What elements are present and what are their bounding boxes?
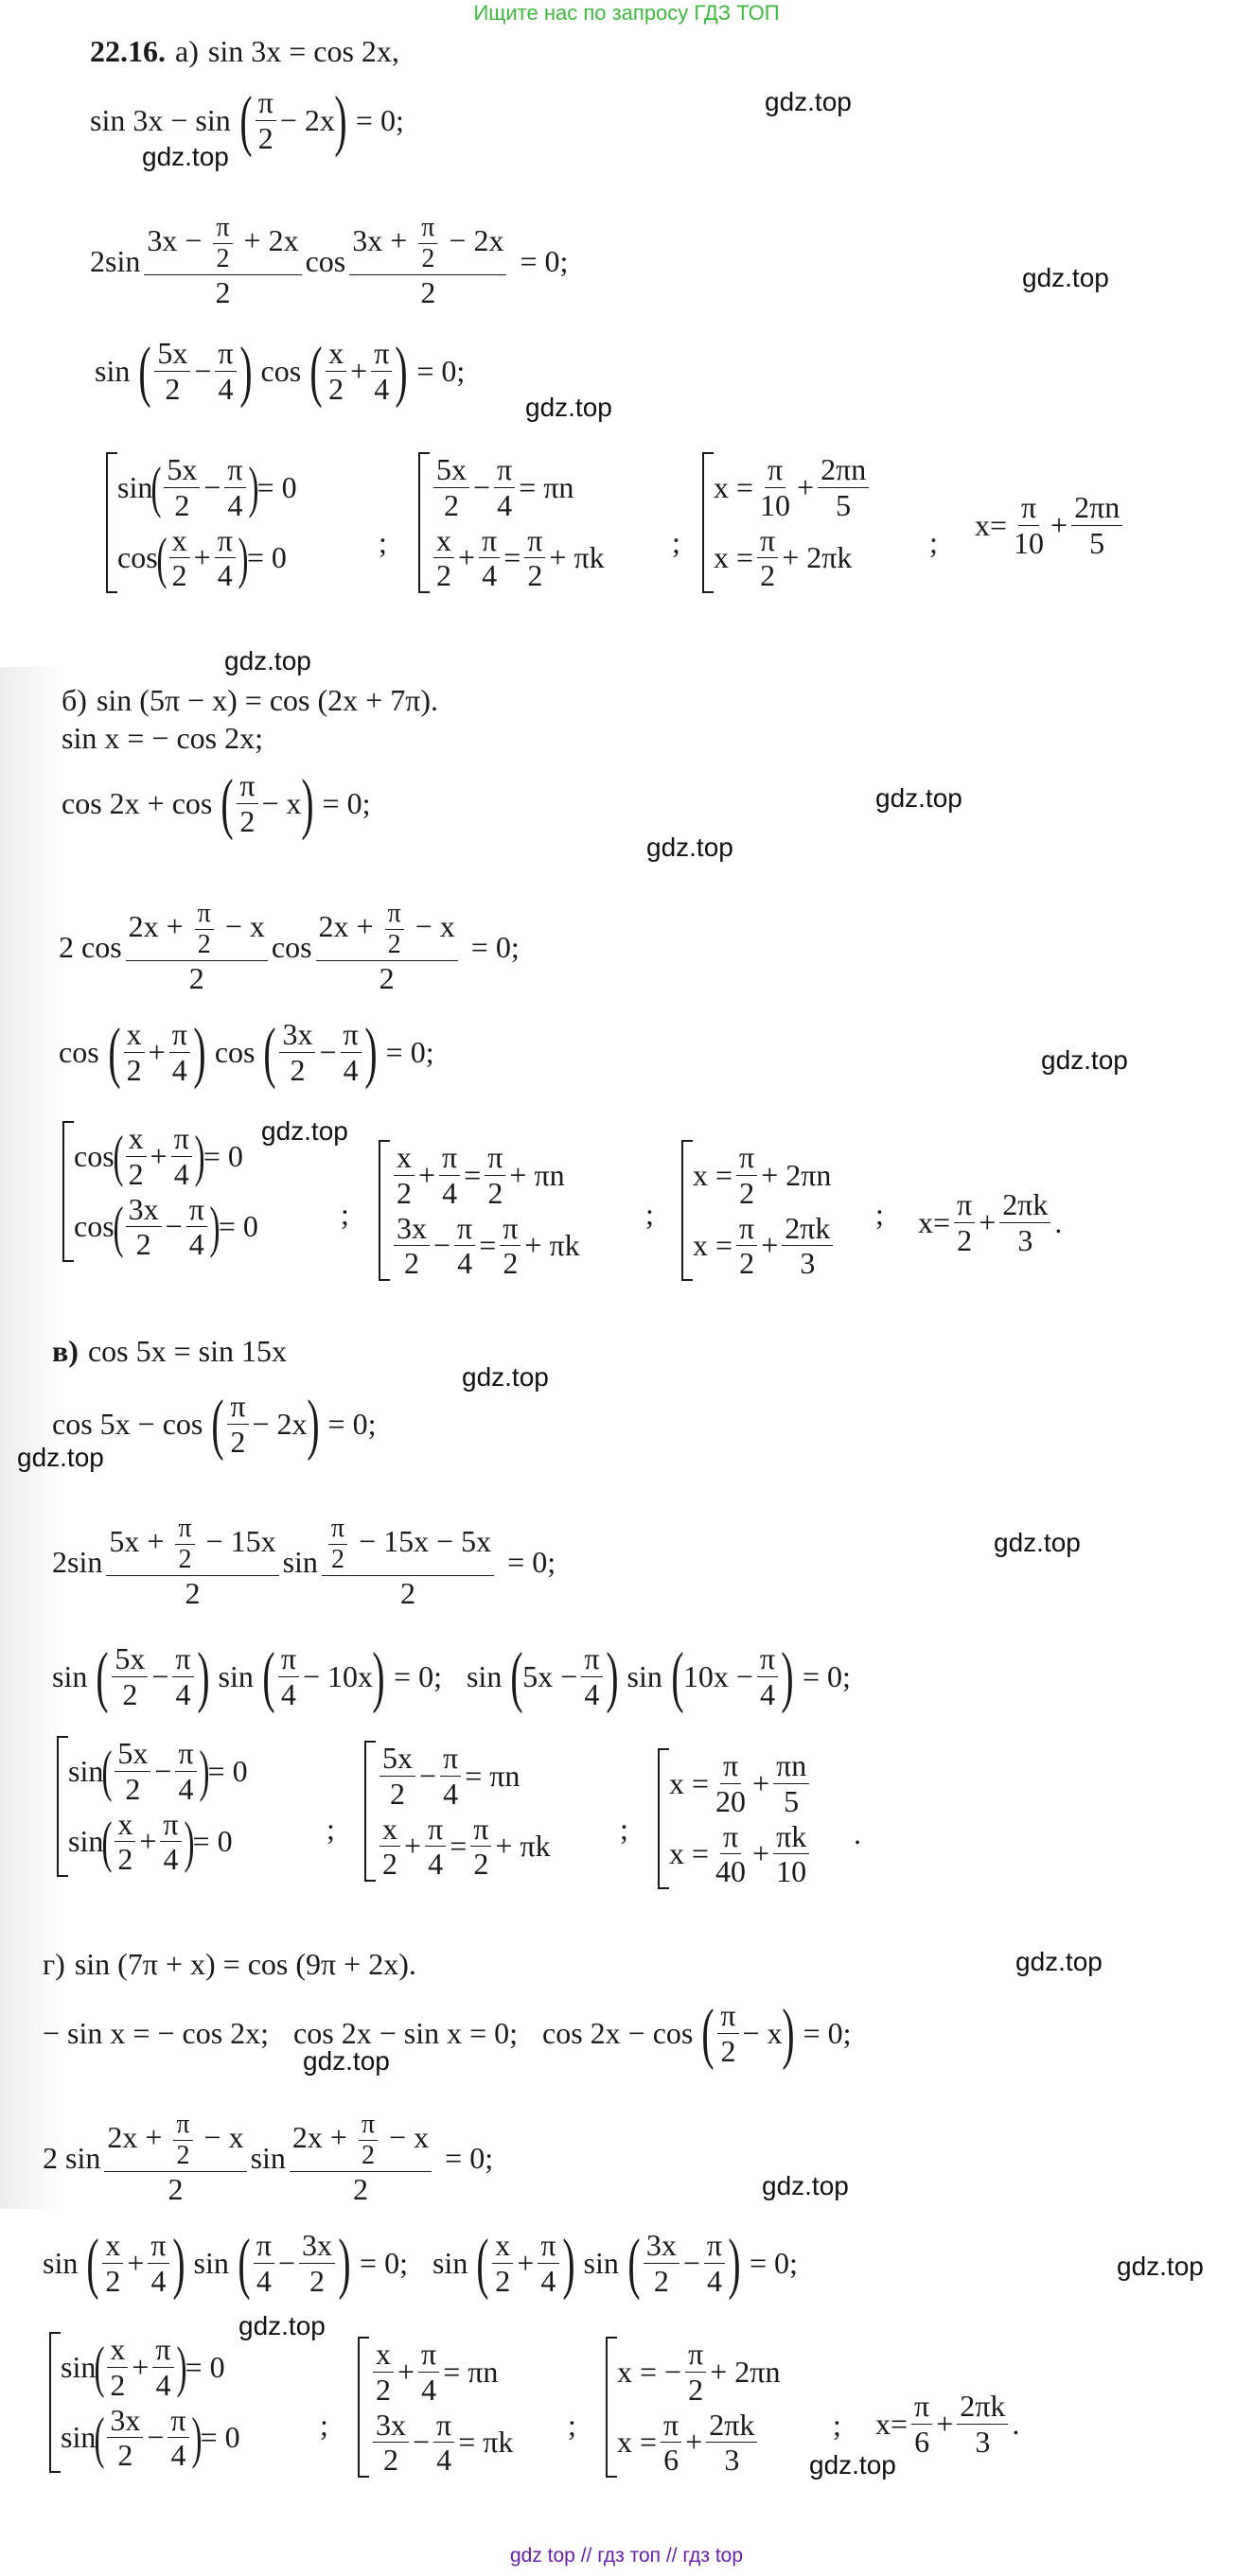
d-system-3: x = − $\frac{\pi}{2}$ + 2πn x = $\frac{\pi}{6}$ + $\frac{2\pi k}{3}$ [606, 2337, 780, 2478]
b-step1: sin x = − cos 2x; [62, 721, 263, 755]
a-step3: sin ( $\frac{5x}{2}$ − $\frac{\pi}{4}$ ) cos ( $\frac{x}{2}$ + $\frac{\pi}{4}$ ) = 0; [95, 333, 466, 410]
watermark: gdz.top [142, 142, 229, 171]
a-system-1: sin ( $\frac{5x}{2}$ − $\frac{\pi}{4}$ ) = 0 cos ( $\frac{x}{2}$ + $\frac{\pi}{4}$ ) = 0 [106, 452, 297, 593]
b-heading: б) sin (5π − x) = cos (2x + 7π). [62, 683, 439, 717]
b-step2: cos 2x + cos ( $\frac{\pi}{2}$ − x ) = 0; [62, 765, 371, 842]
d-answer: x= $\frac{\pi}{6}$ + $\frac{2\pi k}{3}$ . [875, 2389, 1020, 2459]
watermark: gdz.top [765, 87, 852, 116]
problem-number: 22.16. [90, 34, 166, 68]
watermark: gdz.top [224, 646, 311, 675]
c-system-3: x = $\frac{\pi}{20}$ + $\frac{\pi n}{5}$ x = $\frac{\pi}{40}$ + $\frac{\pi k}{10}$ [658, 1748, 813, 1889]
watermark: gdz.top [762, 2171, 849, 2200]
watermark: gdz.top [525, 393, 612, 422]
c-step3: sin ( $\frac{5x}{2}$ − $\frac{\pi}{4}$ ) sin ( $\frac{\pi}{4}$ − 10x ) = 0; sin ( 5x − $\frac{\pi}{4}$ ) sin ( 10x − $\frac{\pi}{4}$ ) = 0; [52, 1638, 851, 1715]
a-step1: sin 3x − sin ( $\frac{\pi}{2}$ − 2x ) = 0; [90, 82, 404, 159]
watermark: gdz.top [1041, 1045, 1128, 1075]
d-step2: 2 sin 2x + $\frac{\pi}{2}$ − x 2 sin 2x + $\frac{\pi}{2}$ − x 2 = 0; [43, 2110, 494, 2207]
a-step2: 2sin 3x − $\frac{\pi}{2}$ + 2x 2 cos 3x + $\frac{\pi}{2}$ − 2x 2 = 0; [90, 213, 569, 310]
c-heading: в) cos 5x = sin 15x [52, 1334, 287, 1368]
watermark: gdz.top [1015, 1947, 1103, 1976]
d-step1: − sin x = − cos 2x; cos 2x − sin x = 0; cos 2x − cos ( $\frac{\pi}{2}$ − x ) = 0; [43, 1995, 852, 2072]
watermark: gdz.top [646, 832, 733, 862]
b-step4: cos ( $\frac{x}{2}$ + $\frac{\pi}{4}$ ) cos ( $\frac{3x}{2}$ − $\frac{\pi}{4}$ ) = 0; [59, 1014, 434, 1091]
watermark: gdz.top [17, 1443, 104, 1472]
footer[interactable]: gdz top // гдз топ // гдз top [509, 2545, 744, 2567]
a-answer: x= $\frac{\pi}{10}$ + $\frac{2\pi n}{5}$ [975, 490, 1126, 561]
b-answer: x= $\frac{\pi}{2}$ + $\frac{2\pi k}{3}$ . [918, 1187, 1063, 1257]
watermark: gdz.top [875, 783, 962, 813]
a-system-2: $\frac{5x}{2}$ − $\frac{\pi}{4}$ = πn $\frac{x}{2}$ + $\frac{\pi}{4}$ = $\frac{\pi}{2}$ + πk [418, 452, 605, 593]
d-step3: sin ( $\frac{x}{2}$ + $\frac{\pi}{4}$ ) sin ( $\frac{\pi}{4}$ − $\frac{3x}{2}$ ) = 0; sin ( $\frac{x}{2}$ + $\frac{\pi}{4}$ ) sin ( $\frac{3x}{2}$ − $\frac{\pi}{4}$ ) = 0; [43, 2225, 798, 2302]
watermark: gdz.top [994, 1528, 1081, 1557]
d-system-1: sin ( $\frac{x}{2}$ + $\frac{\pi}{4}$ ) = 0 sin ( $\frac{3x}{2}$ − $\frac{\pi}{4}$ ) = 0 [49, 2332, 240, 2473]
watermark: gdz.top [261, 1116, 348, 1146]
c-step2: 2sin 5x + $\frac{\pi}{2}$ − 15x 2 sin $\frac{\pi}{2}$ − 15x − 5x 2 = 0; [52, 1514, 556, 1611]
d-system-2: $\frac{x}{2}$ + $\frac{\pi}{4}$ = πn $\frac{3x}{2}$ − $\frac{\pi}{4}$ = πk [358, 2337, 513, 2478]
watermark: gdz.top [303, 2046, 390, 2076]
d-heading: г) sin (7π + x) = cos (9π + 2x). [43, 1947, 416, 1981]
c-system-2: $\frac{5x}{2}$ − $\frac{\pi}{4}$ = πn $\frac{x}{2}$ + $\frac{\pi}{4}$ = $\frac{\pi}{2}$ + πk [364, 1741, 551, 1882]
watermark: gdz.top [1022, 263, 1109, 292]
c-step1: cos 5x − cos ( $\frac{\pi}{2}$ − 2x ) = 0; [52, 1386, 377, 1463]
b-system-3: x = $\frac{\pi}{2}$ + 2πn x = $\frac{\pi}{2}$ + $\frac{2\pi k}{3}$ [681, 1140, 837, 1281]
watermark: gdz.top [238, 2311, 326, 2340]
b-system-2: $\frac{x}{2}$ + $\frac{\pi}{4}$ = $\frac{\pi}{2}$ + πn $\frac{3x}{2}$ − $\frac{\pi}{4}$ = $\frac{\pi}{2}$ + πk [379, 1140, 580, 1281]
c-system-1: sin ( $\frac{5x}{2}$ − $\frac{\pi}{4}$ ) = 0 sin ( $\frac{x}{2}$ + $\frac{\pi}{4}$ ) = 0 [57, 1736, 248, 1877]
watermark: gdz.top [809, 2450, 896, 2480]
top-banner[interactable]: Ищите нас по запросу ГДЗ ТОП [473, 1, 780, 25]
a-system-3: x = $\frac{\pi}{10}$ + $\frac{2\pi n}{5}$ x = $\frac{\pi}{2}$ + 2πk [702, 452, 873, 593]
b-system-1: cos ( $\frac{x}{2}$ + $\frac{\pi}{4}$ ) = 0 cos ( $\frac{3x}{2}$ − $\frac{\pi}{4}$ ) = 0 [62, 1121, 258, 1262]
b-step3: 2 cos 2x + $\frac{\pi}{2}$ − x 2 cos 2x + $\frac{\pi}{2}$ − x 2 = 0; [59, 899, 520, 996]
page: Ищите нас по запросу ГДЗ ТОП gdz.top gdz.top gdz.top gdz.top gdz.top gdz.top gdz.top gdz.top gdz.top gdz.top gdz.top gdz.top gdz.top gdz.top gdz.top gdz.top gdz.top gdz.top 22.16. а) sin 3x = cos 2x, sin 3x − sin ( $\frac{\pi}{2}$ − 2x ) = 0; 2sin 3x − $\frac{\pi}{2}$ + 2x 2 cos 3x + $\frac{\pi}{2}$ − 2x 2 = 0; sin ( $\frac{5x}{2}$ − $\frac{\pi}{4}$ ) cos ( $\frac{x}{2}$ + $\frac{\pi}{4}$ ) = 0; sin ( $\frac{5x}{2}$ − $\frac{\pi}{4}$ ) = 0 cos ( $\frac{x}{2}$ + $\frac{\pi}{4}$ ) = 0 ; $\frac{5x}{2}$ − $\frac{\pi}{4}$ = πn $\frac{x}{2}$ + $\frac{\pi}{4}$ = $\frac{\pi}{2}$ + πk ; x = $\frac{\pi}{10}$ + $\frac{2\pi n}{5}$ x = $\frac{\pi}{2}$ + 2πk ; x= $\frac{\pi}{10}$ + $\frac{2\pi n}{5}$ б) sin (5π − x) = cos (2x + 7π). sin x = − cos 2x; cos 2x + cos ( $\frac{\pi}{2}$ − x ) = 0; 2 cos 2x + $\frac{\pi}{2}$ − x 2 cos 2x + $\frac{\pi}{2}$ − x 2 = 0; cos ( $\frac{x}{2}$ + $\frac{\pi}{4}$ ) cos ( $\frac{3x}{2}$ − $\frac{\pi}{4}$ ) = 0; cos ( $\frac{x}{2}$ + $\frac{\pi}{4}$ ) = 0 cos ( $\frac{3x}{2}$ − $\frac{\pi}{4}$ ) = 0 ; $\frac{x}{2}$ + $\frac{\pi}{4}$ = $\frac{\pi}{2}$ + πn $\frac{3x}{2}$ − $\frac{\pi}{4}$ = $\frac{\pi}{2}$ + πk ; x = $\frac{\pi}{2}$ + 2πn x = $\frac{\pi}{2}$ + $\frac{2\pi k}{3}$ ; x= $\frac{\pi}{2}$ + $\frac{2\pi k}{3}$ . в) cos 5x = sin 15x cos 5x − cos ( $\frac{\pi}{2}$ − 2x ) = 0; 2sin 5x + $\frac{\pi}{2}$ − 15x 2 sin $\frac{\pi}{2}$ − 15x − 5x 2 = 0; sin ( $\frac{5x}{2}$ − $\frac{\pi}{4}$ ) sin ( $\frac{\pi}{4}$ − 10x ) = 0; sin ( 5x − $\frac{\pi}{4}$ ) sin ( 10x − $\frac{\pi}{4}$ ) = 0; sin ( $\frac{5x}{2}$ − $\frac{\pi}{4}$ ) = 0 sin ( $\frac{x}{2}$ + $\frac{\pi}{4}$ ) = 0 ; $\frac{5x}{2}$ − $\frac{\pi}{4}$ = πn $\frac{x}{2}$ + $\frac{\pi}{4}$ = $\frac{\pi}{2}$ + πk ; x = $\frac{\pi}{20}$ + $\frac{\pi n}{5}$ x = $\frac{\pi}{40}$ + $\frac{\pi k}{10}$ . г) sin (7π + x) = cos (9π + 2x). − sin x = − cos 2x; cos 2x − sin x = 0; cos 2x − cos ( $\frac{\pi}{2}$ − x ) = 0; 2 sin 2x + $\frac{\pi}{2}$ − x 2 sin 2x + $\frac{\pi}{2}$ − x 2 = 0; sin ( $\frac{x}{2}$ + $\frac{\pi}{4}$ ) sin ( $\frac{\pi}{4}$ − $\frac{3x}{2}$ ) = 0; sin ( $\frac{x}{2}$ + $\frac{\pi}{4}$ ) sin ( $\frac{3x}{2}$ − $\frac{\pi}{4}$ ) = 0; sin ( $\frac{x}{2}$ + $\frac{\pi}{4}$ ) = 0 sin ( $\frac{3x}{2}$ − $\frac{\pi}{4}$ ) = 0 ; $\frac{x}{2}$ + $\frac{\pi}{4}$ = πn $\frac{3x}{2}$ − $\frac{\pi}{4}$ = πk ; x = − $\frac{\pi}{2}$ + 2πn x = $\frac{\pi}{6}$ + $\frac{2\pi k}{3}$ ; x= $\frac{\pi}{6}$ + $\frac{2\pi k}{3}$ . gdz top // гдз топ // гдз top [0, 0, 1253, 2576]
a-equation: sin 3x = cos 2x, [207, 34, 399, 68]
a-heading [90, 34, 399, 69]
watermark: gdz.top [462, 1362, 549, 1392]
a-label: а) [175, 34, 199, 68]
watermark: gdz.top [1117, 2252, 1204, 2281]
